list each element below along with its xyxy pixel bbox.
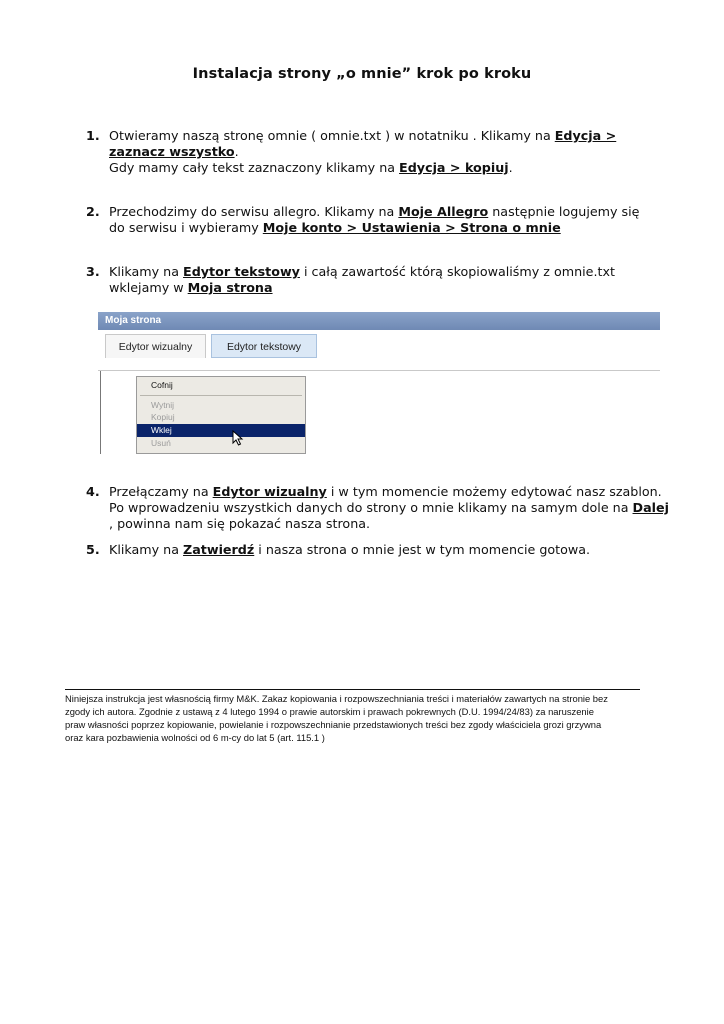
step-1 — [86, 128, 646, 176]
step-text: Gdy mamy cały tekst zaznaczony klikamy na — [109, 160, 400, 175]
step-text: Klikamy na — [109, 542, 184, 557]
menu-item-delete[interactable]: Usuń — [151, 438, 171, 448]
footer-line: praw własności poprzez kopiowanie, powielanie i rozpowszechnianie przedstawionych treści bez zgody właściciela grozi grzywna — [65, 719, 602, 730]
step-5 — [86, 542, 669, 558]
step-number: 1. — [86, 128, 100, 143]
step-text: i całą zawartość którą skopiowaliśmy z omnie.txt wklejamy w — [109, 264, 615, 295]
editor-tabbar — [98, 330, 660, 371]
step-number: 5. — [86, 542, 100, 557]
context-menu — [136, 376, 306, 454]
footer-line: oraz kara pozbawienia wolności od 6 m-cy do lat 5 (art. 115.1 ) — [65, 732, 325, 743]
label-dalej: Dalej — [632, 500, 669, 515]
footer-line: Niniejsza instrukcja jest własnością firmy M&K. Zakaz kopiowania i rozpowszechniania treści i materiałów zawartych na stronie bez — [65, 693, 608, 704]
label-zatwierdz: Zatwierdź — [183, 542, 255, 557]
label-edytor-wizualny: Edytor wizualny — [212, 484, 327, 499]
footer-line: zgody ich autora. Zgodnie z ustawą z 4 lutego 1994 o prawie autorskim i prawach pokrewnych (D.U. 1994/24/83) za naruszenie — [65, 706, 594, 717]
menu-item-paste[interactable]: Wklej — [137, 424, 305, 437]
text-caret — [100, 371, 101, 454]
menu-item-cut[interactable]: Wytnij — [151, 400, 175, 410]
menu-divider — [140, 395, 302, 396]
mouse-pointer-icon — [232, 430, 244, 446]
step-text: Przechodzimy do serwisu allegro. Klikamy na — [109, 204, 399, 219]
step-text: Otwieramy naszą stronę omnie ( omnie.txt ) w notatniku . Klikamy na — [109, 128, 555, 143]
step-text: Przełączamy na — [109, 484, 213, 499]
step-text: . — [234, 144, 239, 159]
step-text: i nasza strona o mnie jest w tym momencie gotowa. — [254, 542, 591, 557]
link-moje-allegro: Moje Allegro — [398, 204, 489, 219]
step-text: . — [508, 160, 513, 175]
tab-edytor-tekstowy[interactable]: Edytor tekstowy — [211, 334, 317, 358]
panel-header: Moja strona — [98, 312, 660, 330]
label-edytor-tekstowy: Edytor tekstowy — [183, 264, 300, 279]
step-2 — [86, 204, 646, 236]
menu-path-strona-o-mnie: Moje konto > Ustawienia > Strona o mnie — [262, 220, 561, 235]
editor-screenshot — [98, 312, 660, 454]
step-4 — [86, 484, 669, 532]
page-title: Instalacja strony „o mnie” krok po kroku — [192, 66, 532, 82]
step-text: , powinna nam się pokazać nasza strona. — [109, 516, 371, 531]
step-text: następnie logujemy się do serwisu i wybieramy — [109, 204, 640, 235]
step-3 — [86, 264, 646, 296]
label-moja-strona: Moja strona — [187, 280, 273, 295]
step-text: Klikamy na — [109, 264, 184, 279]
step-number: 3. — [86, 264, 100, 279]
menu-path-select-all: Edycja > zaznacz wszystko — [109, 128, 617, 159]
step-text: i w tym momencie możemy edytować nasz szablon. Po wprowadzeniu wszystkich danych do strony o mnie klikamy na samym dole na — [109, 484, 662, 515]
step-number: 4. — [86, 484, 100, 499]
step-number: 2. — [86, 204, 100, 219]
copyright-footer — [65, 689, 640, 744]
menu-item-copy[interactable]: Kopiuj — [151, 412, 175, 422]
tab-edytor-wizualny[interactable]: Edytor wizualny — [105, 334, 206, 358]
menu-path-copy: Edycja > kopiuj — [399, 160, 509, 175]
menu-item-undo[interactable]: Cofnij — [151, 380, 173, 390]
